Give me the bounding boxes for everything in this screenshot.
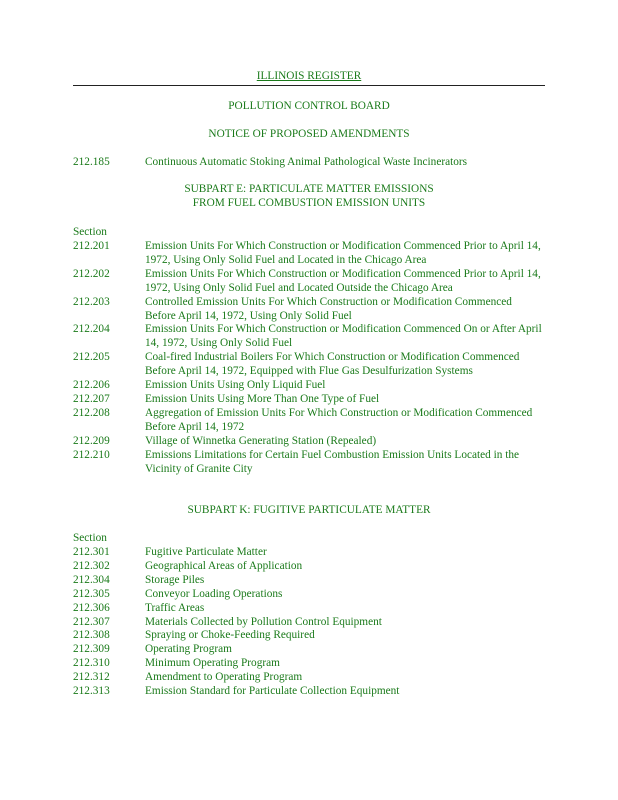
section-entry <box>73 323 545 351</box>
section-title: Continuous Automatic Stoking Animal Pathological Waste Incinerators <box>145 156 468 168</box>
notice-title: NOTICE OF PROPOSED AMENDMENTS <box>208 128 410 140</box>
section-title: Amendment to Operating Program <box>145 671 303 684</box>
section-entry <box>73 351 545 379</box>
section-number: 212.301 <box>73 546 110 558</box>
subpart-k-heading: SUBPART K: FUGITIVE PARTICULATE MATTER <box>187 504 431 516</box>
section-number: 212.210 <box>73 448 110 461</box>
section-title: Emission Units For Which Construction or Modification Commenced On or After April 14, 1972, Using Only Solid Fuel <box>145 323 542 350</box>
top-entry <box>73 156 545 170</box>
section-title: Aggregation of Emission Units For Which Construction or Modification Commenced Before April 14, 1972 <box>145 406 533 433</box>
section-number: 212.309 <box>73 643 110 656</box>
section-title: Spraying or Choke-Feeding Required <box>145 629 315 642</box>
subpart-e-heading-2: FROM FUEL COMBUSTION EMISSION UNITS <box>192 197 426 209</box>
section-number: 212.209 <box>73 434 110 447</box>
section-title: Village of Winnetka Generating Station (Repealed) <box>145 434 377 447</box>
register-title: ILLINOIS REGISTER <box>256 70 362 82</box>
section-entry <box>73 671 545 685</box>
section-entry <box>73 643 545 657</box>
section-entry <box>73 435 545 449</box>
section-entry <box>73 379 545 393</box>
subpart-k-list <box>73 546 545 699</box>
section-entry <box>73 449 545 477</box>
section-number: 212.313 <box>73 685 110 698</box>
section-title: Materials Collected by Pollution Control Equipment <box>145 615 382 628</box>
section-number: 212.305 <box>73 587 110 600</box>
subpart-e-list <box>73 240 545 476</box>
section-number: 212.206 <box>73 379 110 392</box>
section-title: Storage Piles <box>145 573 205 586</box>
subpart-e-heading-1: SUBPART E: PARTICULATE MATTER EMISSIONS <box>184 183 434 195</box>
section-title: Operating Program <box>145 643 232 656</box>
section-title: Fugitive Particulate Matter <box>145 546 267 558</box>
section-entry <box>73 657 545 671</box>
section-entry <box>73 629 545 643</box>
section-number: 212.201 <box>73 240 110 252</box>
section-entry <box>73 560 545 574</box>
section-title: Emission Units For Which Construction or Modification Commenced Prior to April 14, 1972, Using Only Solid Fuel and Located Outside the Chicago Area <box>145 267 541 294</box>
section-number: 212.203 <box>73 295 110 308</box>
register-header-line <box>73 70 545 86</box>
section-number: 212.207 <box>73 392 110 405</box>
section-title: Emissions Limitations for Certain Fuel Combustion Emission Units Located in the Vicinity of Granite City <box>145 448 520 475</box>
board-title: POLLUTION CONTROL BOARD <box>228 100 390 112</box>
section-entry <box>73 602 545 616</box>
section-title: Emission Units Using More Than One Type of Fuel <box>145 392 380 405</box>
subpart-k-section-label: Section <box>73 532 107 544</box>
section-entry <box>73 546 545 560</box>
section-title: Conveyor Loading Operations <box>145 587 283 600</box>
section-entry <box>73 268 545 296</box>
section-title: Traffic Areas <box>145 601 205 614</box>
section-number: 212.205 <box>73 351 110 364</box>
section-number: 212.204 <box>73 323 110 336</box>
section-title: Emission Standard for Particulate Collection Equipment <box>145 685 400 698</box>
section-entry <box>73 574 545 588</box>
section-number: 212.304 <box>73 573 110 586</box>
section-number: 212.312 <box>73 671 110 684</box>
section-number: 212.302 <box>73 559 110 572</box>
section-title: Minimum Operating Program <box>145 657 280 670</box>
section-entry <box>73 296 545 324</box>
section-number: 212.308 <box>73 629 110 642</box>
section-entry <box>73 685 545 699</box>
section-title: Emission Units Using Only Liquid Fuel <box>145 379 326 392</box>
section-number: 212.307 <box>73 615 110 628</box>
section-number: 212.185 <box>73 156 110 168</box>
section-title: Controlled Emission Units For Which Construction or Modification Commenced Before April 14, 1972, Using Only Solid Fuel <box>145 295 512 322</box>
section-entry <box>73 407 545 435</box>
section-title: Coal-fired Industrial Boilers For Which Construction or Modification Commenced Before April 14, 1972, Equipped with Flue Gas Desulfurization Systems <box>145 351 520 378</box>
section-number: 212.202 <box>73 267 110 280</box>
section-title: Geographical Areas of Application <box>145 559 303 572</box>
section-number: 212.310 <box>73 657 110 670</box>
subpart-e-section-label: Section <box>73 226 107 238</box>
section-number: 212.208 <box>73 406 110 419</box>
section-entry <box>73 393 545 407</box>
section-entry <box>73 240 545 268</box>
section-entry <box>73 616 545 630</box>
section-number: 212.306 <box>73 601 110 614</box>
section-title: Emission Units For Which Construction or Modification Commenced Prior to April 14, 1972, Using Only Solid Fuel and Located in the Chicago Area <box>145 240 541 266</box>
section-entry <box>73 588 545 602</box>
